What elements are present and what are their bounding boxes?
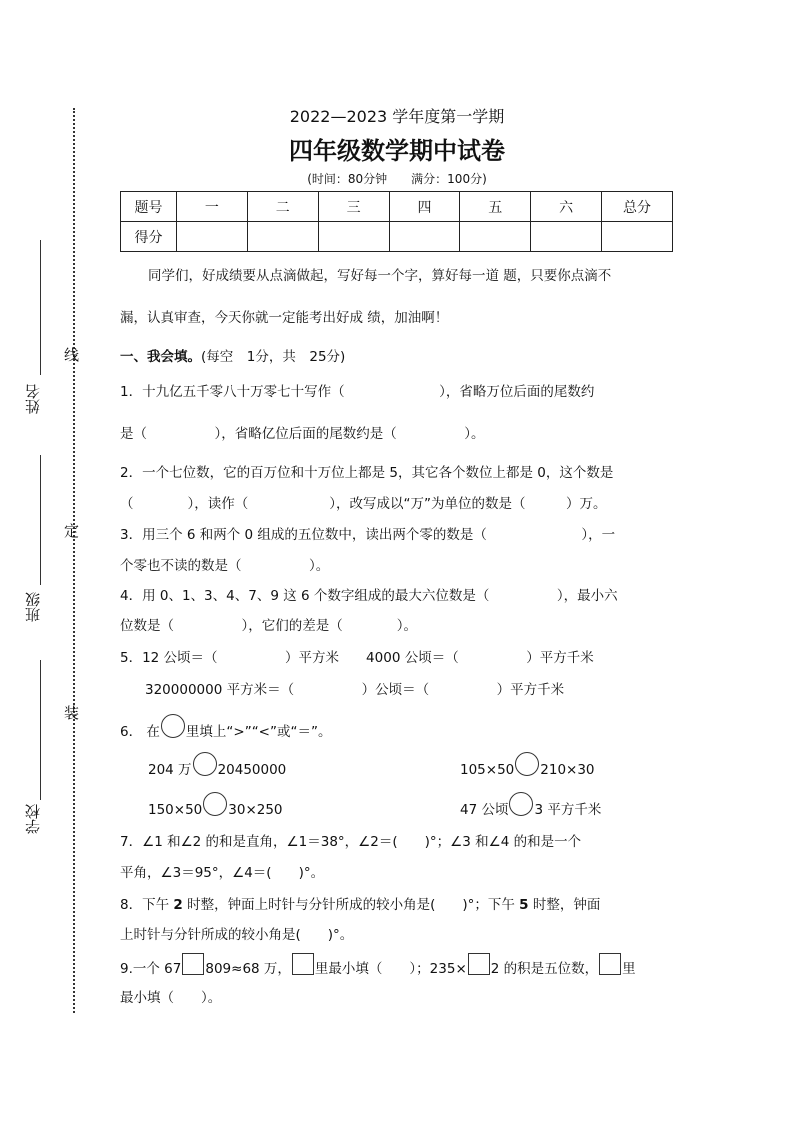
- binding-dotted-line: [73, 108, 75, 1013]
- q3-line-b: 个零也不读的数是（ ）。: [120, 558, 330, 574]
- circle-blank-icon: [161, 714, 185, 738]
- q4-line-a: 4．用 0、1、3、4、7、9 这 6 个数字组成的最大六位数是（ ），最小六: [120, 588, 618, 604]
- score-table-score-row: [121, 222, 673, 252]
- compare-left: 47 公顷: [460, 802, 509, 818]
- binding-char-ding: 定: [64, 522, 80, 540]
- q6-post: 里填上“>”“<”或“＝”。: [185, 724, 332, 740]
- square-blank[interactable]: [182, 953, 204, 975]
- table-cell: 总分: [602, 192, 673, 222]
- q9-text: 里: [622, 961, 636, 977]
- table-cell: 一: [177, 192, 248, 222]
- q8-text: 8．下午: [120, 897, 174, 913]
- binding-char-xian: 线: [64, 346, 80, 364]
- score-cell[interactable]: [247, 222, 318, 252]
- exam-title: 四年级数学期中试卷: [289, 136, 505, 165]
- score-cell[interactable]: [389, 222, 460, 252]
- square-blank-icon: [292, 953, 314, 975]
- score-cell[interactable]: [318, 222, 389, 252]
- intro-line-2: 漏，认真审查，今天你就一定能考出好成 绩，加油啊！: [120, 310, 449, 326]
- q5-line-a: 5．12 公顷＝（ ）平方米 4000 公顷＝（ ）平方千米: [120, 650, 594, 666]
- q8-line-b: 上时针与分针所成的较小角是( )°。: [120, 927, 354, 943]
- compare-circle[interactable]: [509, 792, 533, 816]
- class-underline: [40, 455, 41, 585]
- q9-text: 里最小填（ ）；235×: [314, 961, 467, 977]
- q6-pre: 在: [146, 724, 160, 740]
- table-cell: 得分: [121, 222, 177, 252]
- school-label: 学校: [24, 804, 42, 834]
- q8-hour: 2: [173, 897, 183, 913]
- section-1-heading-row: [120, 345, 345, 365]
- q8-text: 时整，钟面: [528, 897, 601, 913]
- table-cell: 二: [247, 192, 318, 222]
- name-label: 姓名: [24, 384, 42, 414]
- compare-left: 150×50: [148, 802, 203, 818]
- q9-line-b: 最小填（ ）。: [120, 990, 222, 1006]
- q6-number: 6．: [120, 724, 143, 740]
- q7-line-a: 7．∠1 和∠2 的和是直角，∠1＝38°，∠2＝( )°；∠3 和∠4 的和是一个: [120, 834, 582, 850]
- q9-text: 2 的积是五位数，: [490, 961, 599, 977]
- q4-line-b: 位数是（ ），它们的差是（ ）。: [120, 618, 417, 634]
- q9-line-a: [120, 953, 636, 977]
- q9-text: 809≈68 万，: [205, 961, 291, 977]
- q3-line-a: 3．用三个 6 和两个 0 组成的五位数中，读出两个零的数是（ ），一: [120, 527, 616, 543]
- q8-line-a: [120, 893, 600, 913]
- intro-line-1: 同学们，好成绩要从点滴做起，写好每一个字，算好每一道 题，只要你点滴不: [148, 268, 612, 284]
- compare-left: 204 万: [148, 762, 192, 778]
- q8-text: 时整，钟面上时针与分针所成的较小角是( )°；下午: [182, 897, 520, 913]
- score-cell[interactable]: [602, 222, 673, 252]
- class-label: 班级: [24, 592, 42, 622]
- exam-info: (时间：80分钟 满分：100分): [307, 172, 487, 186]
- q6-compare-3: [148, 792, 283, 818]
- compare-right: 20450000: [217, 762, 287, 778]
- compare-right: 210×30: [540, 762, 595, 778]
- q8-hour: 5: [519, 897, 529, 913]
- q6-instruction: [120, 714, 331, 740]
- section-1-note: (每空 1分，共 25分): [201, 349, 346, 365]
- compare-circle[interactable]: [515, 752, 539, 776]
- table-cell: 三: [318, 192, 389, 222]
- compare-left: 105×50: [460, 762, 515, 778]
- table-cell: 五: [460, 192, 531, 222]
- section-1-heading: 一、我会填。: [120, 349, 201, 365]
- compare-circle[interactable]: [203, 792, 227, 816]
- score-table: [120, 191, 673, 252]
- compare-right: 3 平方千米: [534, 802, 602, 818]
- school-year: 2022—2023 学年度第一学期: [289, 107, 505, 126]
- name-underline: [40, 240, 41, 375]
- score-table-header-row: [121, 192, 673, 222]
- q6-compare-2: [460, 752, 595, 778]
- compare-right: 30×250: [228, 802, 283, 818]
- table-cell: 四: [389, 192, 460, 222]
- q9-text: 9.一个 67: [120, 961, 182, 977]
- q2-line-b: （ ），读作（ ），改写成以“万”为单位的数是（ ）万。: [120, 496, 607, 512]
- q7-line-b: 平角，∠3＝95°，∠4＝( )°。: [120, 865, 325, 881]
- table-cell: 六: [531, 192, 602, 222]
- score-cell[interactable]: [531, 222, 602, 252]
- q1-line-b: 是（ ），省略亿位后面的尾数约是（ ）。: [120, 426, 485, 442]
- compare-circle[interactable]: [193, 752, 217, 776]
- binding-char-zhuang: 装: [64, 704, 80, 722]
- school-underline: [40, 660, 41, 800]
- q5-line-b: 320000000 平方米＝（ ）公顷＝（ ）平方千米: [145, 682, 565, 698]
- score-cell[interactable]: [177, 222, 248, 252]
- score-cell[interactable]: [460, 222, 531, 252]
- q2-line-a: 2．一个七位数，它的百万位和十万位上都是 5，其它各个数位上都是 0，这个数是: [120, 465, 614, 481]
- q6-compare-4: [460, 792, 601, 818]
- square-blank[interactable]: [468, 953, 490, 975]
- table-cell: 题号: [121, 192, 177, 222]
- q1-line-a: 1．十九亿五千零八十万零七十写作（ ），省略万位后面的尾数约: [120, 384, 595, 400]
- q6-compare-1: [148, 752, 286, 778]
- square-blank-icon: [599, 953, 621, 975]
